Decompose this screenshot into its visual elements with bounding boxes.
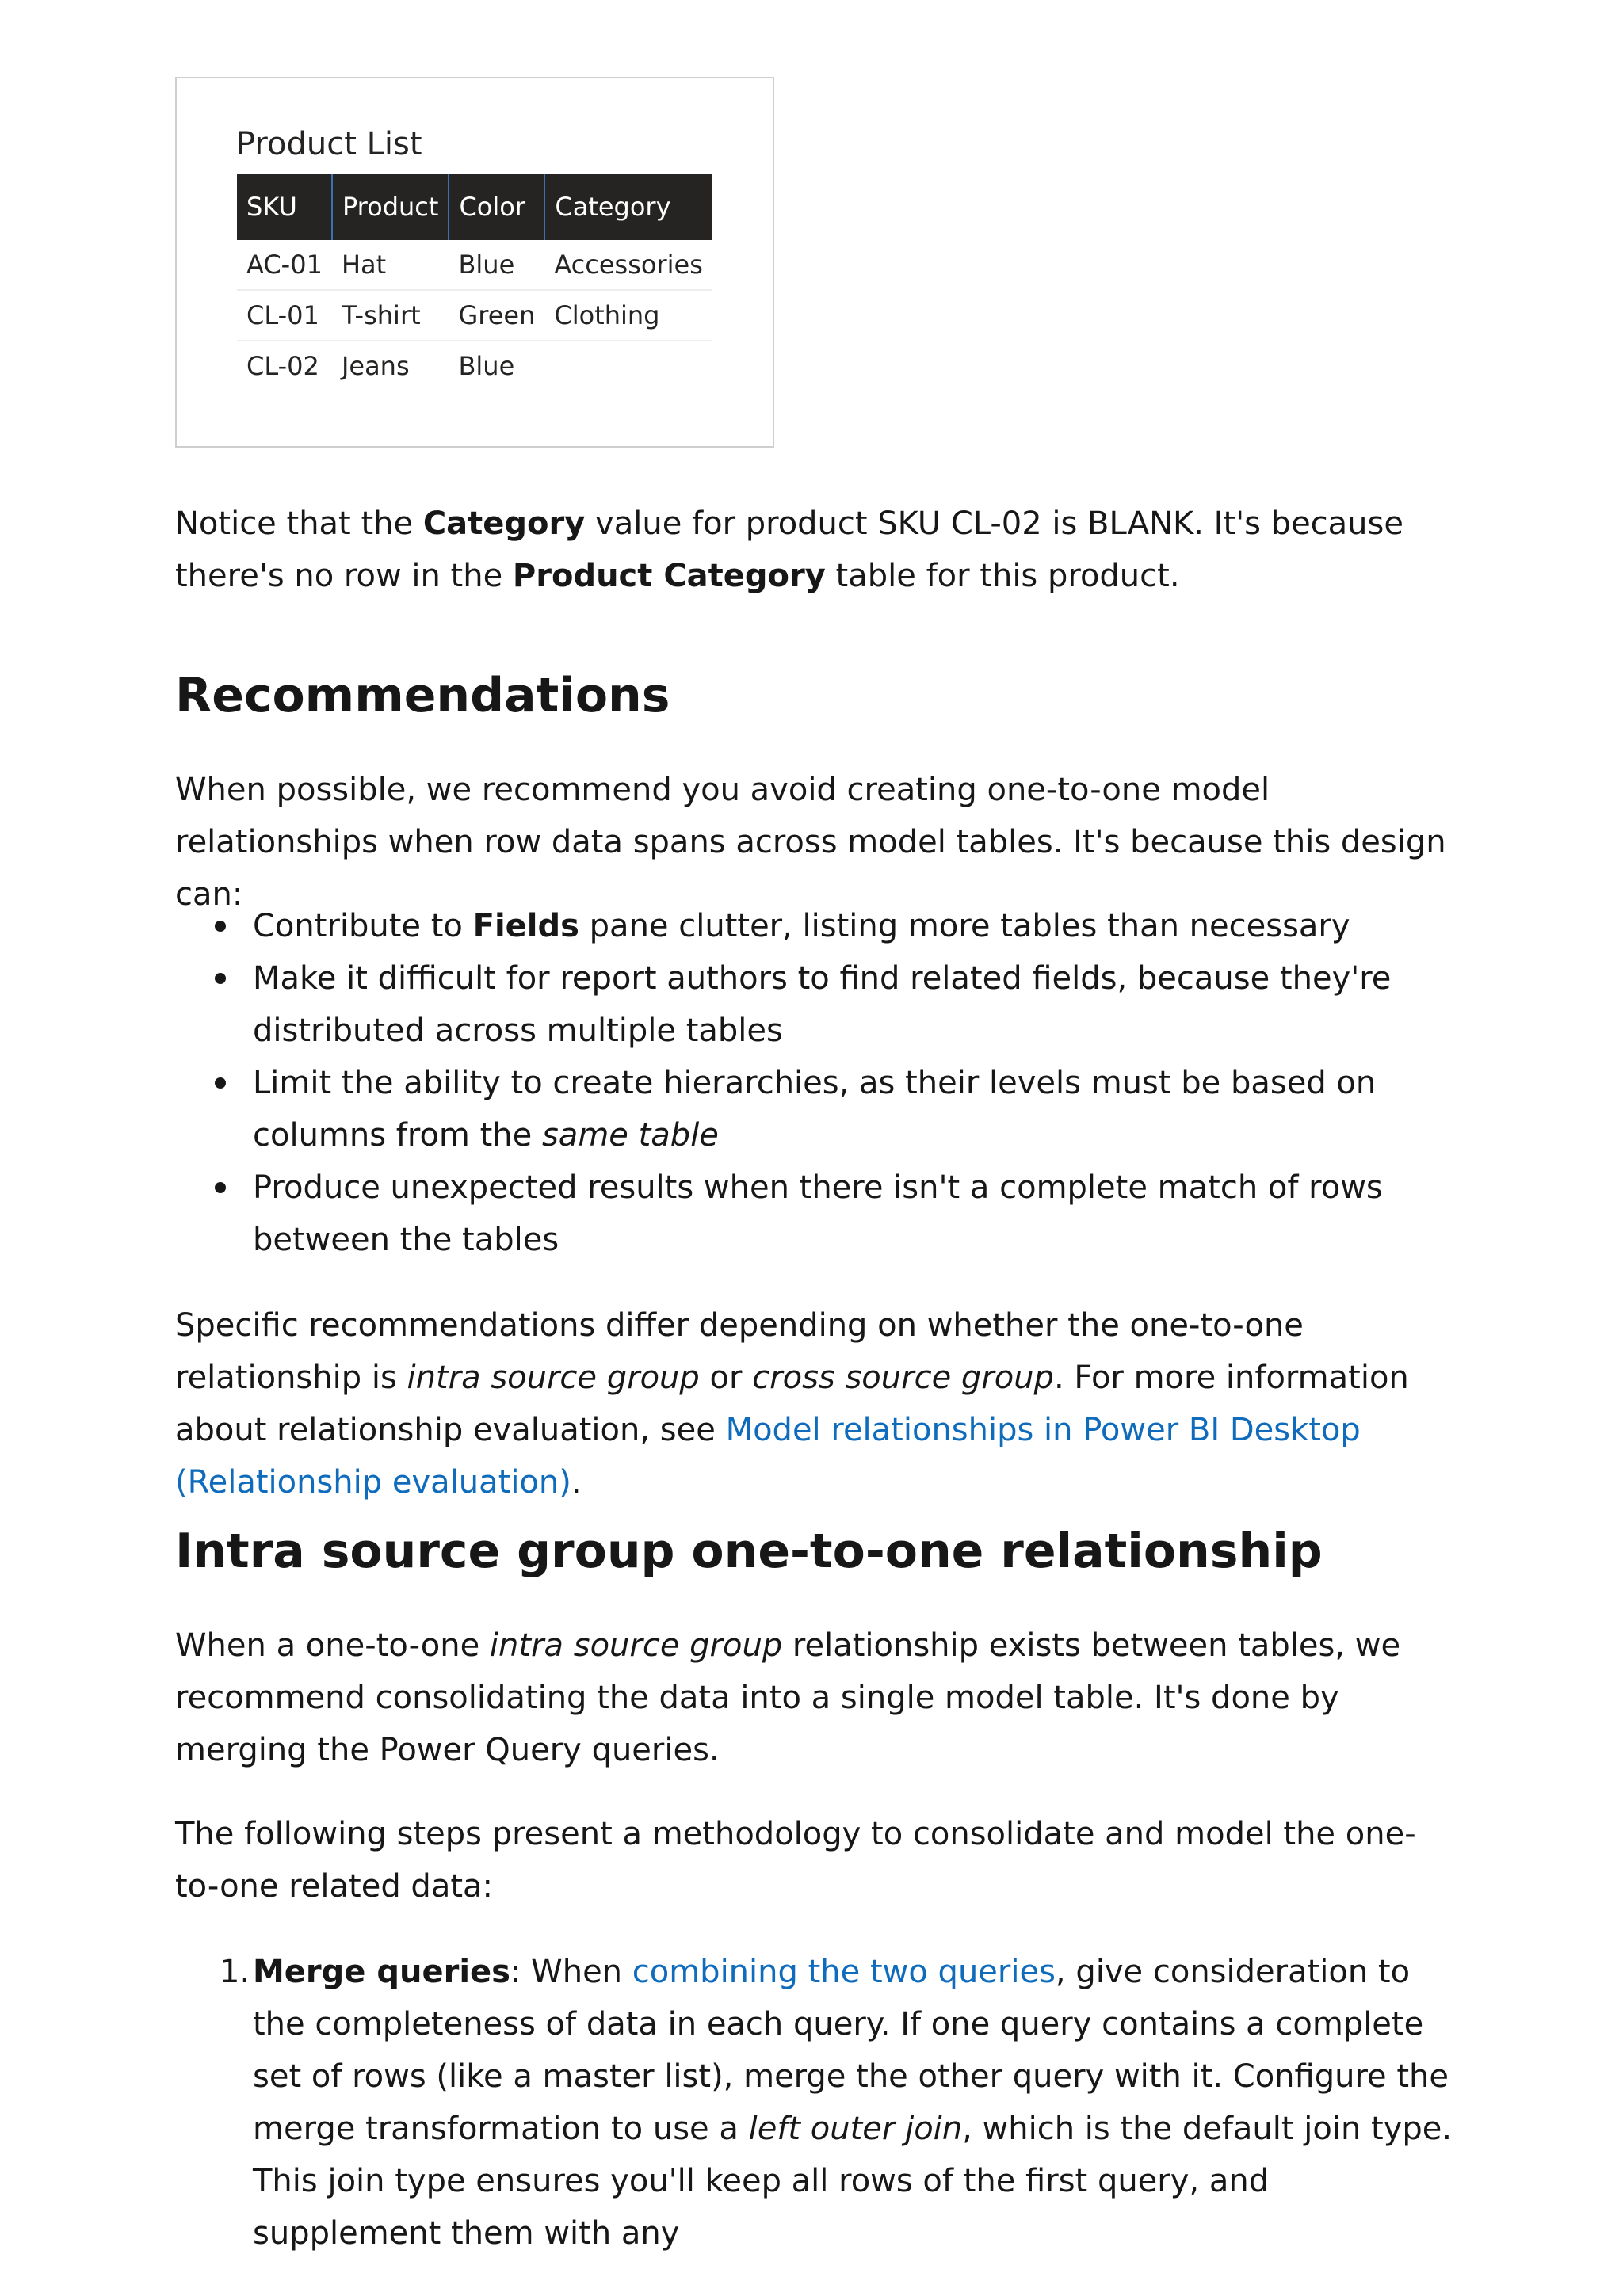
table-cell: Clothing bbox=[544, 290, 712, 341]
list-item bbox=[175, 1057, 1459, 1161]
specific-recommendations-paragraph bbox=[175, 1299, 1459, 1508]
bold-text: Merge queries bbox=[253, 1954, 510, 1990]
text: or bbox=[699, 1360, 753, 1396]
text: , which is the default join type. This join type ensures you'll keep all rows of the first query, and supplement them with any bbox=[253, 2111, 1453, 2252]
text: , give consideration to the completeness of data in each query. If one query contains a complete set of rows (like a master list), merge the other query with it. Configure the merge transformation to use a bbox=[253, 1954, 1449, 2147]
text: . For more information about relationship evaluation, see bbox=[175, 1360, 1409, 1448]
bold-text: Category bbox=[422, 505, 586, 542]
table-row bbox=[237, 290, 712, 341]
italic-text: left outer join bbox=[748, 2111, 963, 2147]
list-item bbox=[175, 1946, 1459, 2260]
italic-text: intra source group bbox=[489, 1627, 783, 1664]
table-cell: Jeans bbox=[341, 351, 410, 381]
table-cell: CL-02 bbox=[246, 351, 319, 381]
column-header: Category bbox=[544, 174, 712, 240]
product-list-figure bbox=[175, 77, 774, 448]
table-header-row bbox=[237, 174, 712, 240]
table-cell: Blue bbox=[449, 240, 544, 290]
recommendations-heading: Recommendations bbox=[175, 668, 670, 723]
column-header: SKU bbox=[237, 174, 332, 240]
table-row bbox=[237, 240, 712, 290]
column-header: Product bbox=[332, 174, 449, 240]
table-cell: Green bbox=[449, 290, 544, 341]
table-cell: T-shirt bbox=[332, 290, 449, 341]
recommendations-list bbox=[175, 900, 1459, 1266]
list-item: Produce unexpected results when there isn't a complete match of rows between the tables bbox=[175, 1161, 1459, 1266]
table-cell: Hat bbox=[332, 240, 449, 290]
notice-paragraph bbox=[175, 498, 1459, 602]
text: relationship exists between tables, we recommend consolidating the data into a single model table. It's done by merging the Power Query queries. bbox=[175, 1627, 1401, 1768]
intra-source-group-heading: Intra source group one-to-one relationship bbox=[175, 1524, 1323, 1579]
list-item: Make it difficult for report authors to find related fields, because they're distributed across multiple tables bbox=[175, 952, 1459, 1057]
list-item bbox=[175, 900, 1459, 952]
intra-paragraph-1 bbox=[175, 1619, 1459, 1776]
product-list-table bbox=[237, 174, 712, 391]
text: . bbox=[571, 1464, 582, 1501]
intra-paragraph-2: The following steps present a methodology to consolidate and model the one-to-one related data: bbox=[175, 1816, 1416, 1905]
italic-text: cross source group bbox=[752, 1360, 1054, 1396]
italic-text: intra source group bbox=[407, 1360, 700, 1396]
italic-text: same table bbox=[541, 1117, 719, 1154]
combining-queries-link[interactable]: combining the two queries bbox=[632, 1954, 1056, 1990]
table-cell: AC-01 bbox=[237, 240, 332, 290]
text: Notice that the bbox=[175, 505, 423, 542]
text: Contribute to bbox=[253, 908, 473, 944]
text: When a one-to-one bbox=[175, 1627, 490, 1664]
table-row bbox=[237, 341, 712, 391]
text: Specific recommendations differ depending on whether the one-to-one relationship is bbox=[175, 1307, 1304, 1396]
table-cell bbox=[544, 341, 712, 391]
bold-text: Fields bbox=[472, 908, 579, 944]
step-number: 1. bbox=[220, 1954, 250, 1990]
text: : When bbox=[510, 1954, 632, 1990]
recommendations-intro: When possible, we recommend you avoid creating one-to-one model relationships when row data spans across model tables. It's because this design can: bbox=[175, 772, 1446, 913]
text: pane clutter, listing more tables than necessary bbox=[579, 908, 1350, 944]
table-cell: Accessories bbox=[544, 240, 712, 290]
table-cell: CL-01 bbox=[237, 290, 332, 341]
column-header: Color bbox=[449, 174, 544, 240]
text: Limit the ability to create hierarchies, as their levels must be based on columns from the bbox=[253, 1065, 1377, 1154]
text: value for product SKU CL-02 is BLANK. It's because there's no row in the bbox=[175, 505, 1403, 594]
model-relationships-link[interactable]: Model relationships in Power BI Desktop (Relationship evaluation) bbox=[175, 1412, 1361, 1501]
figure-title: Product List bbox=[236, 126, 422, 162]
bold-text: Product Category bbox=[512, 558, 826, 594]
table-cell: Blue bbox=[458, 351, 515, 381]
steps-list bbox=[175, 1946, 1459, 2260]
text: table for this product. bbox=[825, 558, 1180, 594]
